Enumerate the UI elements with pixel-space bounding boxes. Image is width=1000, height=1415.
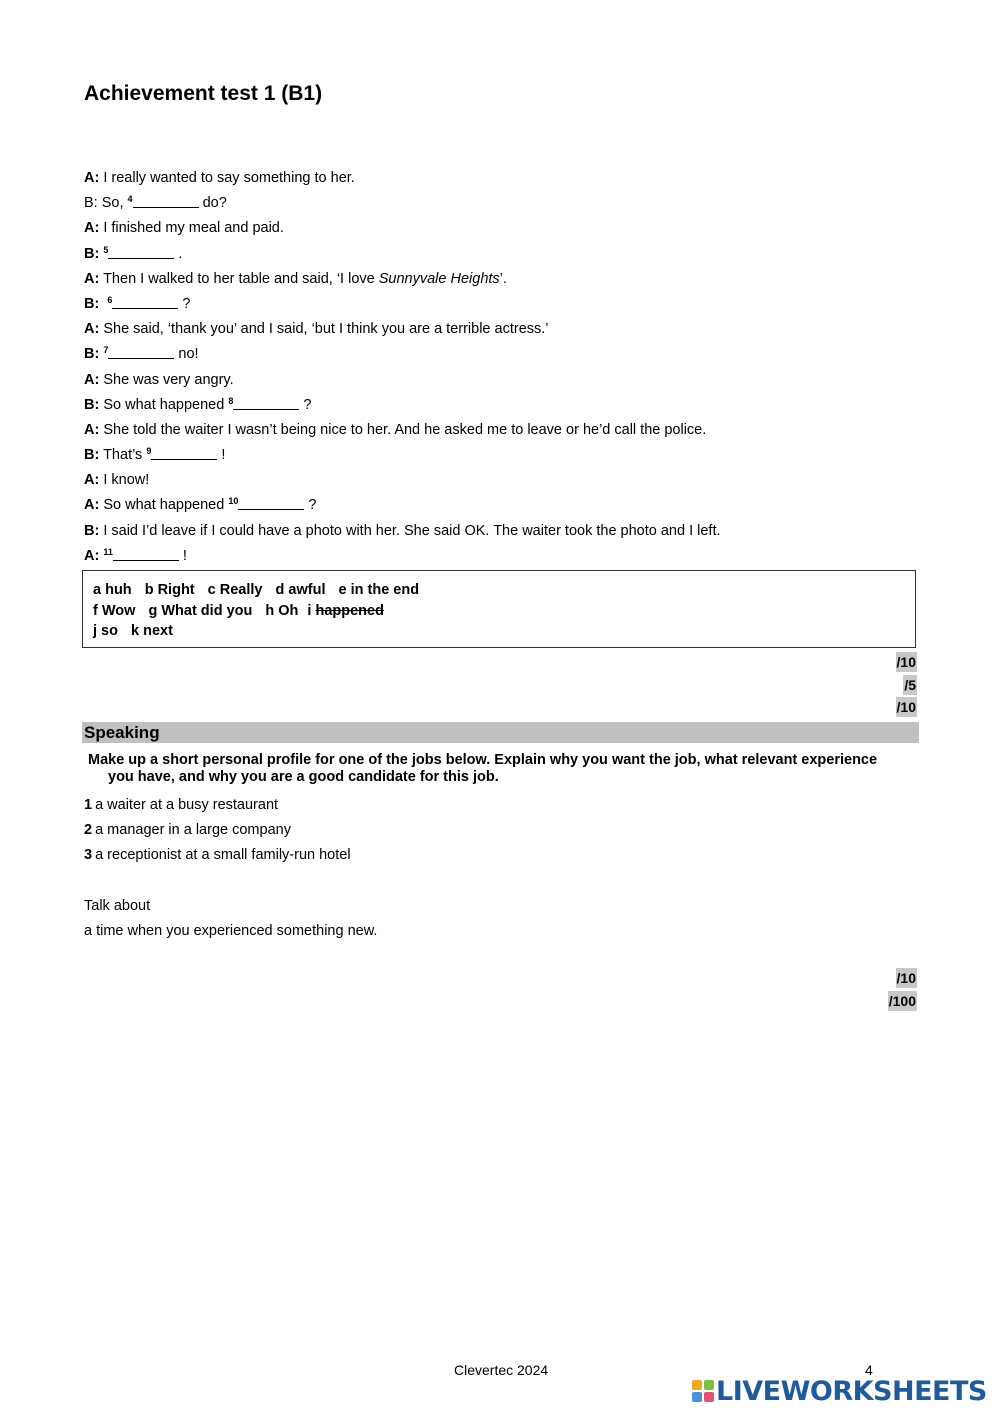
talk-about-section bbox=[84, 896, 377, 946]
speaker-label: A: bbox=[84, 270, 100, 287]
answer-gap[interactable] bbox=[108, 244, 174, 259]
speaker-label: A: bbox=[84, 321, 100, 338]
gap-number: 7 bbox=[103, 345, 109, 356]
speaker-label: B: bbox=[84, 346, 100, 363]
score-box: /10 bbox=[896, 970, 916, 986]
speaking-instructions bbox=[88, 752, 918, 786]
score-column-top bbox=[896, 652, 917, 720]
speaker-label: A: bbox=[84, 371, 100, 388]
speaker-label: A: bbox=[84, 497, 100, 514]
struck-word: happened bbox=[315, 602, 384, 619]
speaker-label: A: bbox=[84, 220, 100, 237]
gap-number: 4 bbox=[127, 194, 133, 205]
instruction-line: Make up a short personal profile for one of the jobs below. Explain why you want the job, what relevant experience bbox=[88, 752, 878, 768]
answer-option: f Wow bbox=[93, 602, 136, 619]
score-box: /10 bbox=[896, 699, 916, 715]
talk-text: a time when you experienced something new. bbox=[84, 923, 378, 940]
list-item: 2 a manager in a large company bbox=[84, 822, 291, 839]
answer-option: d awful bbox=[275, 582, 326, 598]
answer-option: k next bbox=[131, 623, 173, 639]
answer-option: h Oh bbox=[265, 602, 299, 619]
instruction-line: you have, and why you are a good candidate for this job. bbox=[108, 769, 499, 785]
logo-blocks-icon bbox=[692, 1380, 714, 1402]
answer-option: j so bbox=[93, 623, 118, 639]
answer-gap[interactable] bbox=[233, 395, 299, 410]
liveworksheets-logo bbox=[692, 1376, 987, 1406]
logo-text: LIVEWORKSHEETS bbox=[716, 1375, 987, 1407]
answer-option: g What did you bbox=[148, 602, 253, 619]
answer-row-1 bbox=[93, 580, 905, 601]
list-item: 3 a receptionist at a small family-run hotel bbox=[84, 847, 351, 864]
talk-label: Talk about bbox=[84, 898, 151, 914]
dialogue-line: B: $^6$ ? bbox=[84, 294, 191, 312]
dialogue-line: B: So, $^4$ do? bbox=[84, 194, 227, 212]
answer-gap[interactable] bbox=[133, 193, 199, 208]
score-column-bottom bbox=[888, 968, 917, 1013]
page-title: Achievement test 1 (B1) bbox=[84, 82, 323, 105]
speaking-heading: Speaking bbox=[82, 722, 919, 743]
answer-gap[interactable] bbox=[113, 546, 179, 561]
list-item: 1 a waiter at a busy restaurant bbox=[84, 797, 279, 813]
answer-gap[interactable] bbox=[112, 294, 178, 309]
dialogue-line: A: Then I walked to her table and said, ‘I love Sunnyvale Heights’. bbox=[84, 270, 507, 287]
speaker-label: A: bbox=[84, 472, 100, 489]
dialogue-line: B: $^7$ no! bbox=[84, 345, 199, 363]
speaker-label: B: bbox=[84, 245, 100, 262]
answer-option: b Right bbox=[144, 582, 195, 598]
answer-row-3 bbox=[93, 621, 905, 642]
score-box: /10 bbox=[896, 654, 916, 670]
score-box: /5 bbox=[904, 676, 916, 693]
dialogue-line: B: I said I’d leave if I could have a photo with her. She said OK. The waiter took the photo and I left. bbox=[84, 522, 721, 539]
gap-number: 11 bbox=[103, 546, 113, 557]
job-list bbox=[84, 795, 884, 871]
answer-option: c Really bbox=[207, 582, 263, 598]
dialogue bbox=[84, 168, 924, 571]
speaker-label: A: bbox=[84, 547, 100, 564]
answer-options-box bbox=[82, 570, 916, 648]
speaker-label: B: bbox=[84, 522, 100, 539]
answer-option: e in the end bbox=[338, 582, 420, 598]
gap-number: 8 bbox=[228, 395, 234, 406]
speaker-label: B: bbox=[84, 295, 100, 312]
speaker-label: A: bbox=[84, 421, 100, 438]
gap-number: 6 bbox=[107, 294, 113, 305]
dialogue-line: A: I really wanted to say something to her. bbox=[84, 170, 355, 186]
answer-option: a huh bbox=[93, 582, 132, 598]
speaker-label: B: bbox=[84, 396, 100, 413]
gap-number: 10 bbox=[228, 496, 239, 507]
gap-number: 5 bbox=[103, 244, 109, 255]
dialogue-line: B: $^5$ . bbox=[84, 244, 183, 262]
dialogue-line: A: $^{11}$ ! bbox=[84, 546, 187, 564]
answer-row-2 bbox=[93, 601, 905, 622]
dialogue-line: A: So what happened $^{10}$ ? bbox=[84, 496, 317, 514]
speaker-label: B: bbox=[84, 447, 100, 464]
dialogue-line: B: So what happened $^8$ ? bbox=[84, 395, 312, 413]
dialogue-line: B: That’s $^9$ ! bbox=[84, 446, 226, 464]
speaker-label: B: bbox=[84, 195, 98, 212]
gap-number: 9 bbox=[146, 446, 152, 457]
answer-gap[interactable] bbox=[108, 344, 174, 359]
answer-gap[interactable] bbox=[151, 445, 217, 460]
dialogue-line: A: She said, ‘thank you’ and I said, ‘but I think you are a terrible actress.’ bbox=[84, 321, 549, 338]
total-score-box: /100 bbox=[888, 992, 916, 1009]
answer-gap[interactable] bbox=[238, 495, 304, 510]
page-number: 4 bbox=[865, 1362, 873, 1378]
dialogue-line: A: I finished my meal and paid. bbox=[84, 220, 284, 237]
dialogue-line: A: I know! bbox=[84, 472, 150, 489]
footer-publisher: Clevertec 2024 bbox=[454, 1362, 549, 1378]
dialogue-line: A: She told the waiter I wasn’t being nice to her. And he asked me to leave or he’d call the police. bbox=[84, 421, 707, 438]
speaker-label: A: bbox=[84, 170, 100, 186]
answer-option-struck: i happened bbox=[307, 602, 384, 619]
dialogue-line: A: She was very angry. bbox=[84, 371, 234, 388]
